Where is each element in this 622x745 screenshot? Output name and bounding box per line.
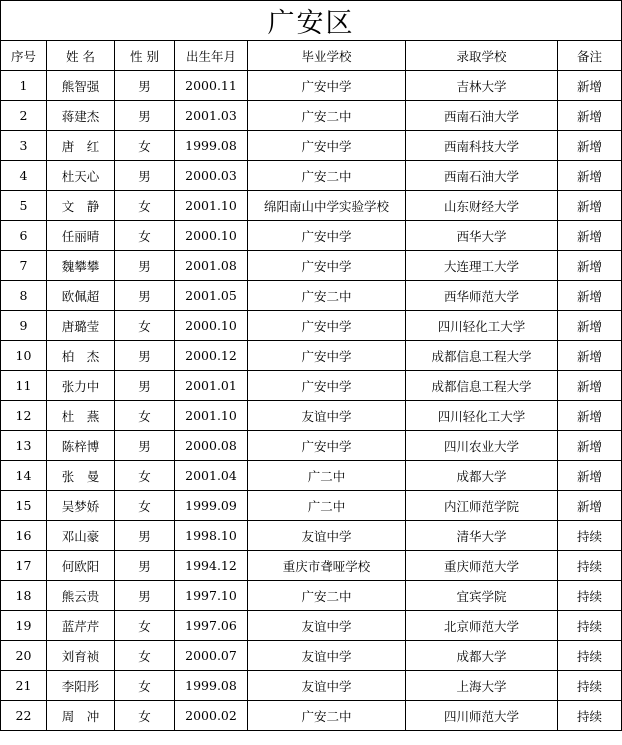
cell-remark: 新增 — [558, 161, 622, 191]
table-row — [1, 281, 622, 311]
cell-admitted: 成都大学 — [406, 461, 558, 491]
cell-name: 陈梓博 — [47, 431, 115, 461]
cell-name: 杜 燕 — [47, 401, 115, 431]
cell-gender: 男 — [115, 521, 175, 551]
cell-remark: 新增 — [558, 191, 622, 221]
header-birth: 出生年月 — [175, 41, 248, 71]
cell-gender: 女 — [115, 611, 175, 641]
header-name: 姓 名 — [47, 41, 115, 71]
cell-school: 广安中学 — [248, 311, 406, 341]
cell-admitted: 大连理工大学 — [406, 251, 558, 281]
header-school: 毕业学校 — [248, 41, 406, 71]
table-row — [1, 521, 622, 551]
table-row — [1, 701, 622, 731]
cell-birth: 1999.08 — [175, 671, 248, 701]
cell-remark: 新增 — [558, 461, 622, 491]
cell-name: 蒋建杰 — [47, 101, 115, 131]
cell-gender: 男 — [115, 581, 175, 611]
cell-admitted: 山东财经大学 — [406, 191, 558, 221]
cell-index: 20 — [1, 641, 47, 671]
cell-index: 14 — [1, 461, 47, 491]
cell-name: 柏 杰 — [47, 341, 115, 371]
cell-school: 广安中学 — [248, 341, 406, 371]
table-row — [1, 371, 622, 401]
cell-remark: 新增 — [558, 101, 622, 131]
table-title: 广安区 — [1, 1, 622, 41]
cell-admitted: 成都信息工程大学 — [406, 341, 558, 371]
cell-school: 广二中 — [248, 461, 406, 491]
cell-gender: 女 — [115, 641, 175, 671]
cell-school: 广安二中 — [248, 101, 406, 131]
cell-birth: 1999.09 — [175, 491, 248, 521]
header-index: 序号 — [1, 41, 47, 71]
cell-index: 8 — [1, 281, 47, 311]
cell-admitted: 四川农业大学 — [406, 431, 558, 461]
table-row — [1, 221, 622, 251]
cell-name: 欧佩超 — [47, 281, 115, 311]
cell-gender: 男 — [115, 251, 175, 281]
cell-birth: 2001.10 — [175, 191, 248, 221]
cell-school: 友谊中学 — [248, 521, 406, 551]
cell-gender: 女 — [115, 191, 175, 221]
cell-name: 蓝芹芹 — [47, 611, 115, 641]
cell-remark: 新增 — [558, 401, 622, 431]
cell-school: 广安中学 — [248, 71, 406, 101]
cell-gender: 女 — [115, 221, 175, 251]
cell-index: 19 — [1, 611, 47, 641]
cell-gender: 男 — [115, 71, 175, 101]
cell-remark: 持续 — [558, 701, 622, 731]
cell-remark: 新增 — [558, 311, 622, 341]
table-row — [1, 401, 622, 431]
cell-remark: 新增 — [558, 221, 622, 251]
table-row — [1, 431, 622, 461]
cell-birth: 2000.10 — [175, 221, 248, 251]
cell-admitted: 四川轻化工大学 — [406, 401, 558, 431]
cell-school: 广安二中 — [248, 581, 406, 611]
cell-index: 13 — [1, 431, 47, 461]
cell-birth: 2001.01 — [175, 371, 248, 401]
cell-birth: 2001.05 — [175, 281, 248, 311]
cell-school: 绵阳南山中学实验学校 — [248, 191, 406, 221]
cell-admitted: 重庆师范大学 — [406, 551, 558, 581]
cell-index: 5 — [1, 191, 47, 221]
cell-gender: 男 — [115, 431, 175, 461]
cell-name: 何欧阳 — [47, 551, 115, 581]
cell-name: 魏攀攀 — [47, 251, 115, 281]
cell-gender: 男 — [115, 551, 175, 581]
cell-gender: 男 — [115, 101, 175, 131]
cell-birth: 2000.07 — [175, 641, 248, 671]
cell-admitted: 西华大学 — [406, 221, 558, 251]
cell-admitted: 西南石油大学 — [406, 101, 558, 131]
cell-birth: 2000.08 — [175, 431, 248, 461]
cell-admitted: 成都大学 — [406, 641, 558, 671]
cell-remark: 新增 — [558, 431, 622, 461]
cell-name: 李阳彤 — [47, 671, 115, 701]
cell-school: 广安中学 — [248, 431, 406, 461]
header-gender: 性 别 — [115, 41, 175, 71]
cell-admitted: 成都信息工程大学 — [406, 371, 558, 401]
cell-birth: 1997.06 — [175, 611, 248, 641]
cell-index: 11 — [1, 371, 47, 401]
cell-index: 18 — [1, 581, 47, 611]
cell-gender: 男 — [115, 341, 175, 371]
table-row — [1, 101, 622, 131]
cell-gender: 男 — [115, 371, 175, 401]
cell-remark: 持续 — [558, 581, 622, 611]
cell-index: 1 — [1, 71, 47, 101]
cell-name: 周 冲 — [47, 701, 115, 731]
table-row — [1, 641, 622, 671]
cell-remark: 新增 — [558, 131, 622, 161]
cell-remark: 新增 — [558, 371, 622, 401]
cell-birth: 2001.04 — [175, 461, 248, 491]
cell-admitted: 内江师范学院 — [406, 491, 558, 521]
cell-birth: 2000.11 — [175, 71, 248, 101]
header-row — [1, 41, 622, 71]
cell-gender: 女 — [115, 491, 175, 521]
cell-admitted: 西南科技大学 — [406, 131, 558, 161]
table-body — [1, 71, 622, 731]
cell-index: 7 — [1, 251, 47, 281]
cell-school: 广安二中 — [248, 161, 406, 191]
cell-index: 9 — [1, 311, 47, 341]
cell-remark: 新增 — [558, 251, 622, 281]
table-row — [1, 491, 622, 521]
cell-remark: 持续 — [558, 641, 622, 671]
cell-birth: 1998.10 — [175, 521, 248, 551]
cell-name: 邓山豪 — [47, 521, 115, 551]
table-row — [1, 611, 622, 641]
cell-remark: 持续 — [558, 671, 622, 701]
cell-index: 16 — [1, 521, 47, 551]
cell-school: 广安中学 — [248, 131, 406, 161]
cell-index: 10 — [1, 341, 47, 371]
cell-name: 熊智强 — [47, 71, 115, 101]
cell-remark: 新增 — [558, 341, 622, 371]
cell-name: 吴梦娇 — [47, 491, 115, 521]
cell-admitted: 西南石油大学 — [406, 161, 558, 191]
cell-index: 12 — [1, 401, 47, 431]
table-row — [1, 311, 622, 341]
cell-name: 唐璐莹 — [47, 311, 115, 341]
cell-index: 6 — [1, 221, 47, 251]
cell-gender: 女 — [115, 311, 175, 341]
cell-birth: 1997.10 — [175, 581, 248, 611]
table-row — [1, 581, 622, 611]
cell-gender: 女 — [115, 131, 175, 161]
cell-school: 重庆市聋哑学校 — [248, 551, 406, 581]
cell-school: 广安二中 — [248, 281, 406, 311]
cell-index: 3 — [1, 131, 47, 161]
cell-school: 友谊中学 — [248, 671, 406, 701]
cell-birth: 2001.03 — [175, 101, 248, 131]
cell-birth: 2001.08 — [175, 251, 248, 281]
cell-index: 17 — [1, 551, 47, 581]
table-row — [1, 131, 622, 161]
cell-gender: 女 — [115, 671, 175, 701]
cell-index: 22 — [1, 701, 47, 731]
cell-gender: 男 — [115, 281, 175, 311]
cell-gender: 男 — [115, 161, 175, 191]
cell-remark: 新增 — [558, 281, 622, 311]
table-row — [1, 341, 622, 371]
cell-remark: 新增 — [558, 491, 622, 521]
cell-school: 友谊中学 — [248, 641, 406, 671]
cell-index: 2 — [1, 101, 47, 131]
cell-admitted: 上海大学 — [406, 671, 558, 701]
cell-school: 友谊中学 — [248, 401, 406, 431]
cell-birth: 2000.10 — [175, 311, 248, 341]
table-row — [1, 461, 622, 491]
cell-admitted: 清华大学 — [406, 521, 558, 551]
header-admitted: 录取学校 — [406, 41, 558, 71]
cell-gender: 女 — [115, 701, 175, 731]
cell-index: 15 — [1, 491, 47, 521]
header-remark: 备注 — [558, 41, 622, 71]
cell-gender: 女 — [115, 461, 175, 491]
table-row — [1, 161, 622, 191]
table-row — [1, 191, 622, 221]
cell-birth: 1999.08 — [175, 131, 248, 161]
table-row — [1, 551, 622, 581]
cell-school: 友谊中学 — [248, 611, 406, 641]
cell-name: 熊云贵 — [47, 581, 115, 611]
cell-school: 广安中学 — [248, 221, 406, 251]
table-row — [1, 671, 622, 701]
cell-birth: 1994.12 — [175, 551, 248, 581]
cell-remark: 持续 — [558, 521, 622, 551]
cell-index: 4 — [1, 161, 47, 191]
cell-school: 广安中学 — [248, 371, 406, 401]
cell-school: 广二中 — [248, 491, 406, 521]
cell-birth: 2000.03 — [175, 161, 248, 191]
cell-name: 文 静 — [47, 191, 115, 221]
cell-name: 杜天心 — [47, 161, 115, 191]
cell-name: 张 曼 — [47, 461, 115, 491]
cell-school: 广安中学 — [248, 251, 406, 281]
cell-gender: 女 — [115, 401, 175, 431]
table-row — [1, 251, 622, 281]
cell-admitted: 吉林大学 — [406, 71, 558, 101]
cell-birth: 2000.02 — [175, 701, 248, 731]
cell-admitted: 西华师范大学 — [406, 281, 558, 311]
cell-admitted: 北京师范大学 — [406, 611, 558, 641]
cell-birth: 2001.10 — [175, 401, 248, 431]
cell-admitted: 四川师范大学 — [406, 701, 558, 731]
table-row — [1, 71, 622, 101]
cell-admitted: 四川轻化工大学 — [406, 311, 558, 341]
cell-admitted: 宜宾学院 — [406, 581, 558, 611]
cell-birth: 2000.12 — [175, 341, 248, 371]
cell-name: 唐 红 — [47, 131, 115, 161]
cell-name: 刘育祯 — [47, 641, 115, 671]
cell-name: 任丽晴 — [47, 221, 115, 251]
cell-index: 21 — [1, 671, 47, 701]
cell-remark: 持续 — [558, 551, 622, 581]
cell-remark: 新增 — [558, 71, 622, 101]
cell-name: 张力中 — [47, 371, 115, 401]
cell-school: 广安二中 — [248, 701, 406, 731]
cell-remark: 持续 — [558, 611, 622, 641]
